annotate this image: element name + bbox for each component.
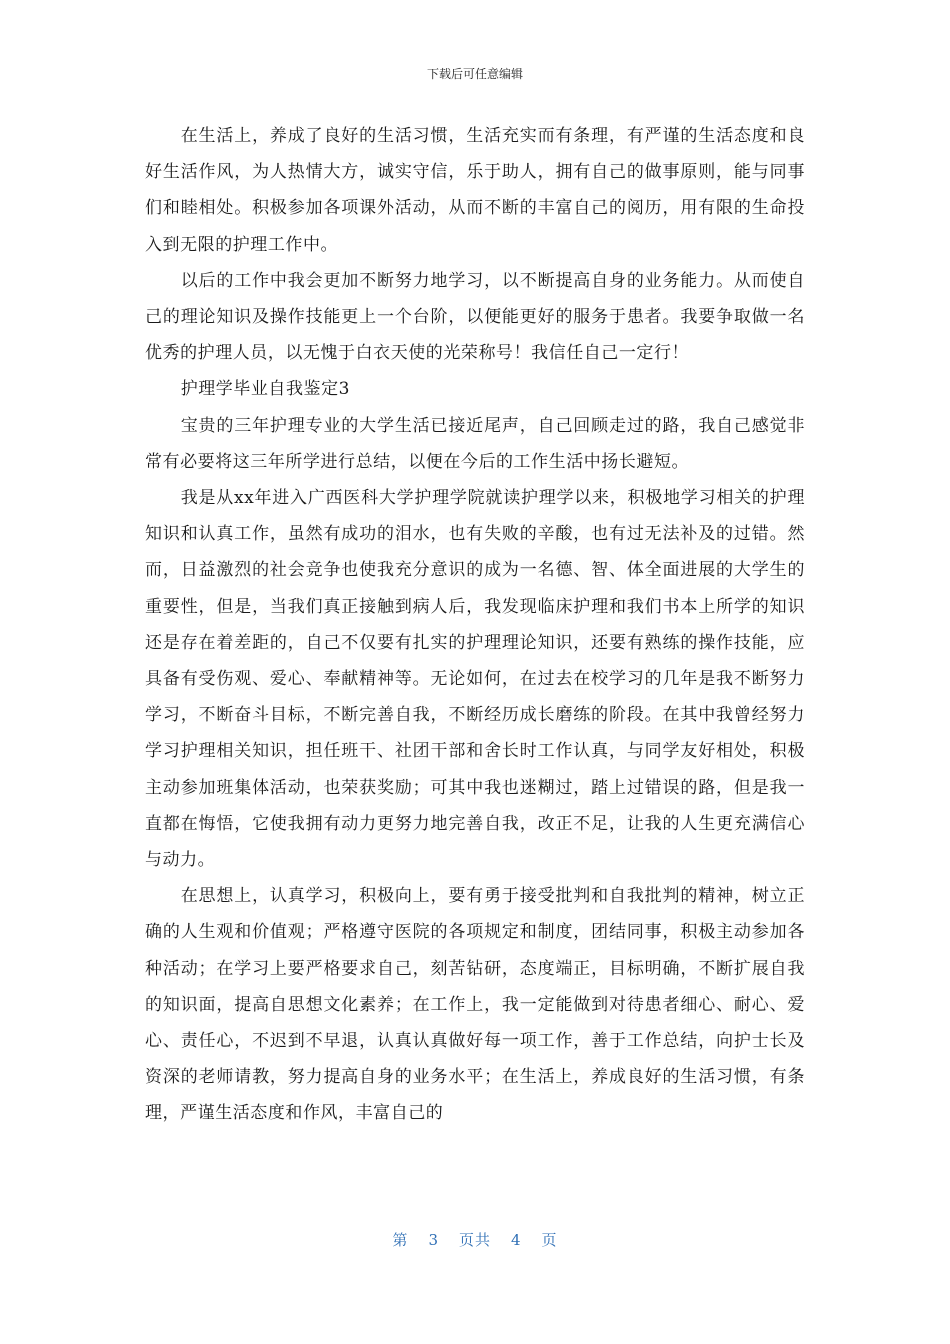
total-pages-number: 4 xyxy=(511,1231,522,1249)
footer-suffix: 页 xyxy=(541,1231,558,1249)
page-header: 下载后可任意编辑 xyxy=(426,67,523,81)
footer-prefix: 第 xyxy=(392,1231,409,1249)
paragraph-thoughts-study-work: 在思想上，认真学习，积极向上，要有勇于接受批判和自我批判的精神，树立正确的人生观和价值观；严格遵守医院的各项规定和制度，团结同事，积极主动参加各种活动；在学习上要严格要求自己，刻苦钻研，态度端正，目标明确，不断扩展自我的知识面，提高自思想文化素养；在工作上，我一定能做到对待患者细心、耐心、爱心、责任心，不迟到不早退，认真认真做好每一项工作，善于工作总结，向护士长及资深的老师请教，努力提高自身的业务水平；在生活上，养成良好的生活习惯，有条理，严谨生活态度和作风，丰富自己的 xyxy=(145,886,805,1124)
document-body xyxy=(145,118,805,1132)
current-page-number: 3 xyxy=(428,1231,439,1249)
paragraph-future-work: 以后的工作中我会更加不断努力地学习，以不断提高自身的业务能力。从而使自己的理论知识及操作技能更上一个台阶，以便能更好的服务于患者。我要争取做一名优秀的护理人员，以无愧于白衣天使的光荣称号！我信任自己一定行！ xyxy=(145,270,805,364)
paragraph-study-history: 我是从xx年进入广西医科大学护理学院就读护理学以来，积极地学习相关的护理知识和认真工作，虽然有成功的泪水，也有失败的辛酸，也有过无法补及的过错。然而，日益激烈的社会竞争也使我充分意识的成为一名德、智、体全面进展的大学生的重要性，但是，当我们真正接触到病人后，我发现临床护理和我们书本上所学的知识还是存在着差距的，自己不仅要有扎实的护理理论知识，还要有熟练的操作技能，应具备有受伤观、爱心、奉献精神等。无论如何，在过去在校学习的几年是我不断努力学习，不断奋斗目标，不断完善自我，不断经历成长磨练的阶段。在其中我曾经努力学习护理相关知识，担任班干、社团干部和舍长时工作认真，与同学友好相处，积极主动参加班集体活动，也荣获奖励；可其中我也迷糊过，踏上过错误的路，但是我一直都在悔悟，它使我拥有动力更努力地完善自我，改正不足，让我的人生更充满信心与动力。 xyxy=(145,488,805,871)
paragraph-life-habits: 在生活上，养成了良好的生活习惯，生活充实而有条理，有严谨的生活态度和良好生活作风，为人热情大方，诚实守信，乐于助人，拥有自己的做事原则，能与同事们和睦相处。积极参加各项课外活动，从而不断的丰富自己的阅历，用有限的生命投入到无限的护理工作中。 xyxy=(145,126,805,255)
page-footer xyxy=(0,1230,950,1250)
paragraph-intro: 宝贵的三年护理专业的大学生活已接近尾声，自己回顾走过的路，我自己感觉非常有必要将这三年所学进行总结，以便在今后的工作生活中扬长避短。 xyxy=(145,415,805,472)
section-heading: 护理学毕业自我鉴定3 xyxy=(180,379,351,400)
footer-middle: 页共 xyxy=(458,1231,491,1249)
